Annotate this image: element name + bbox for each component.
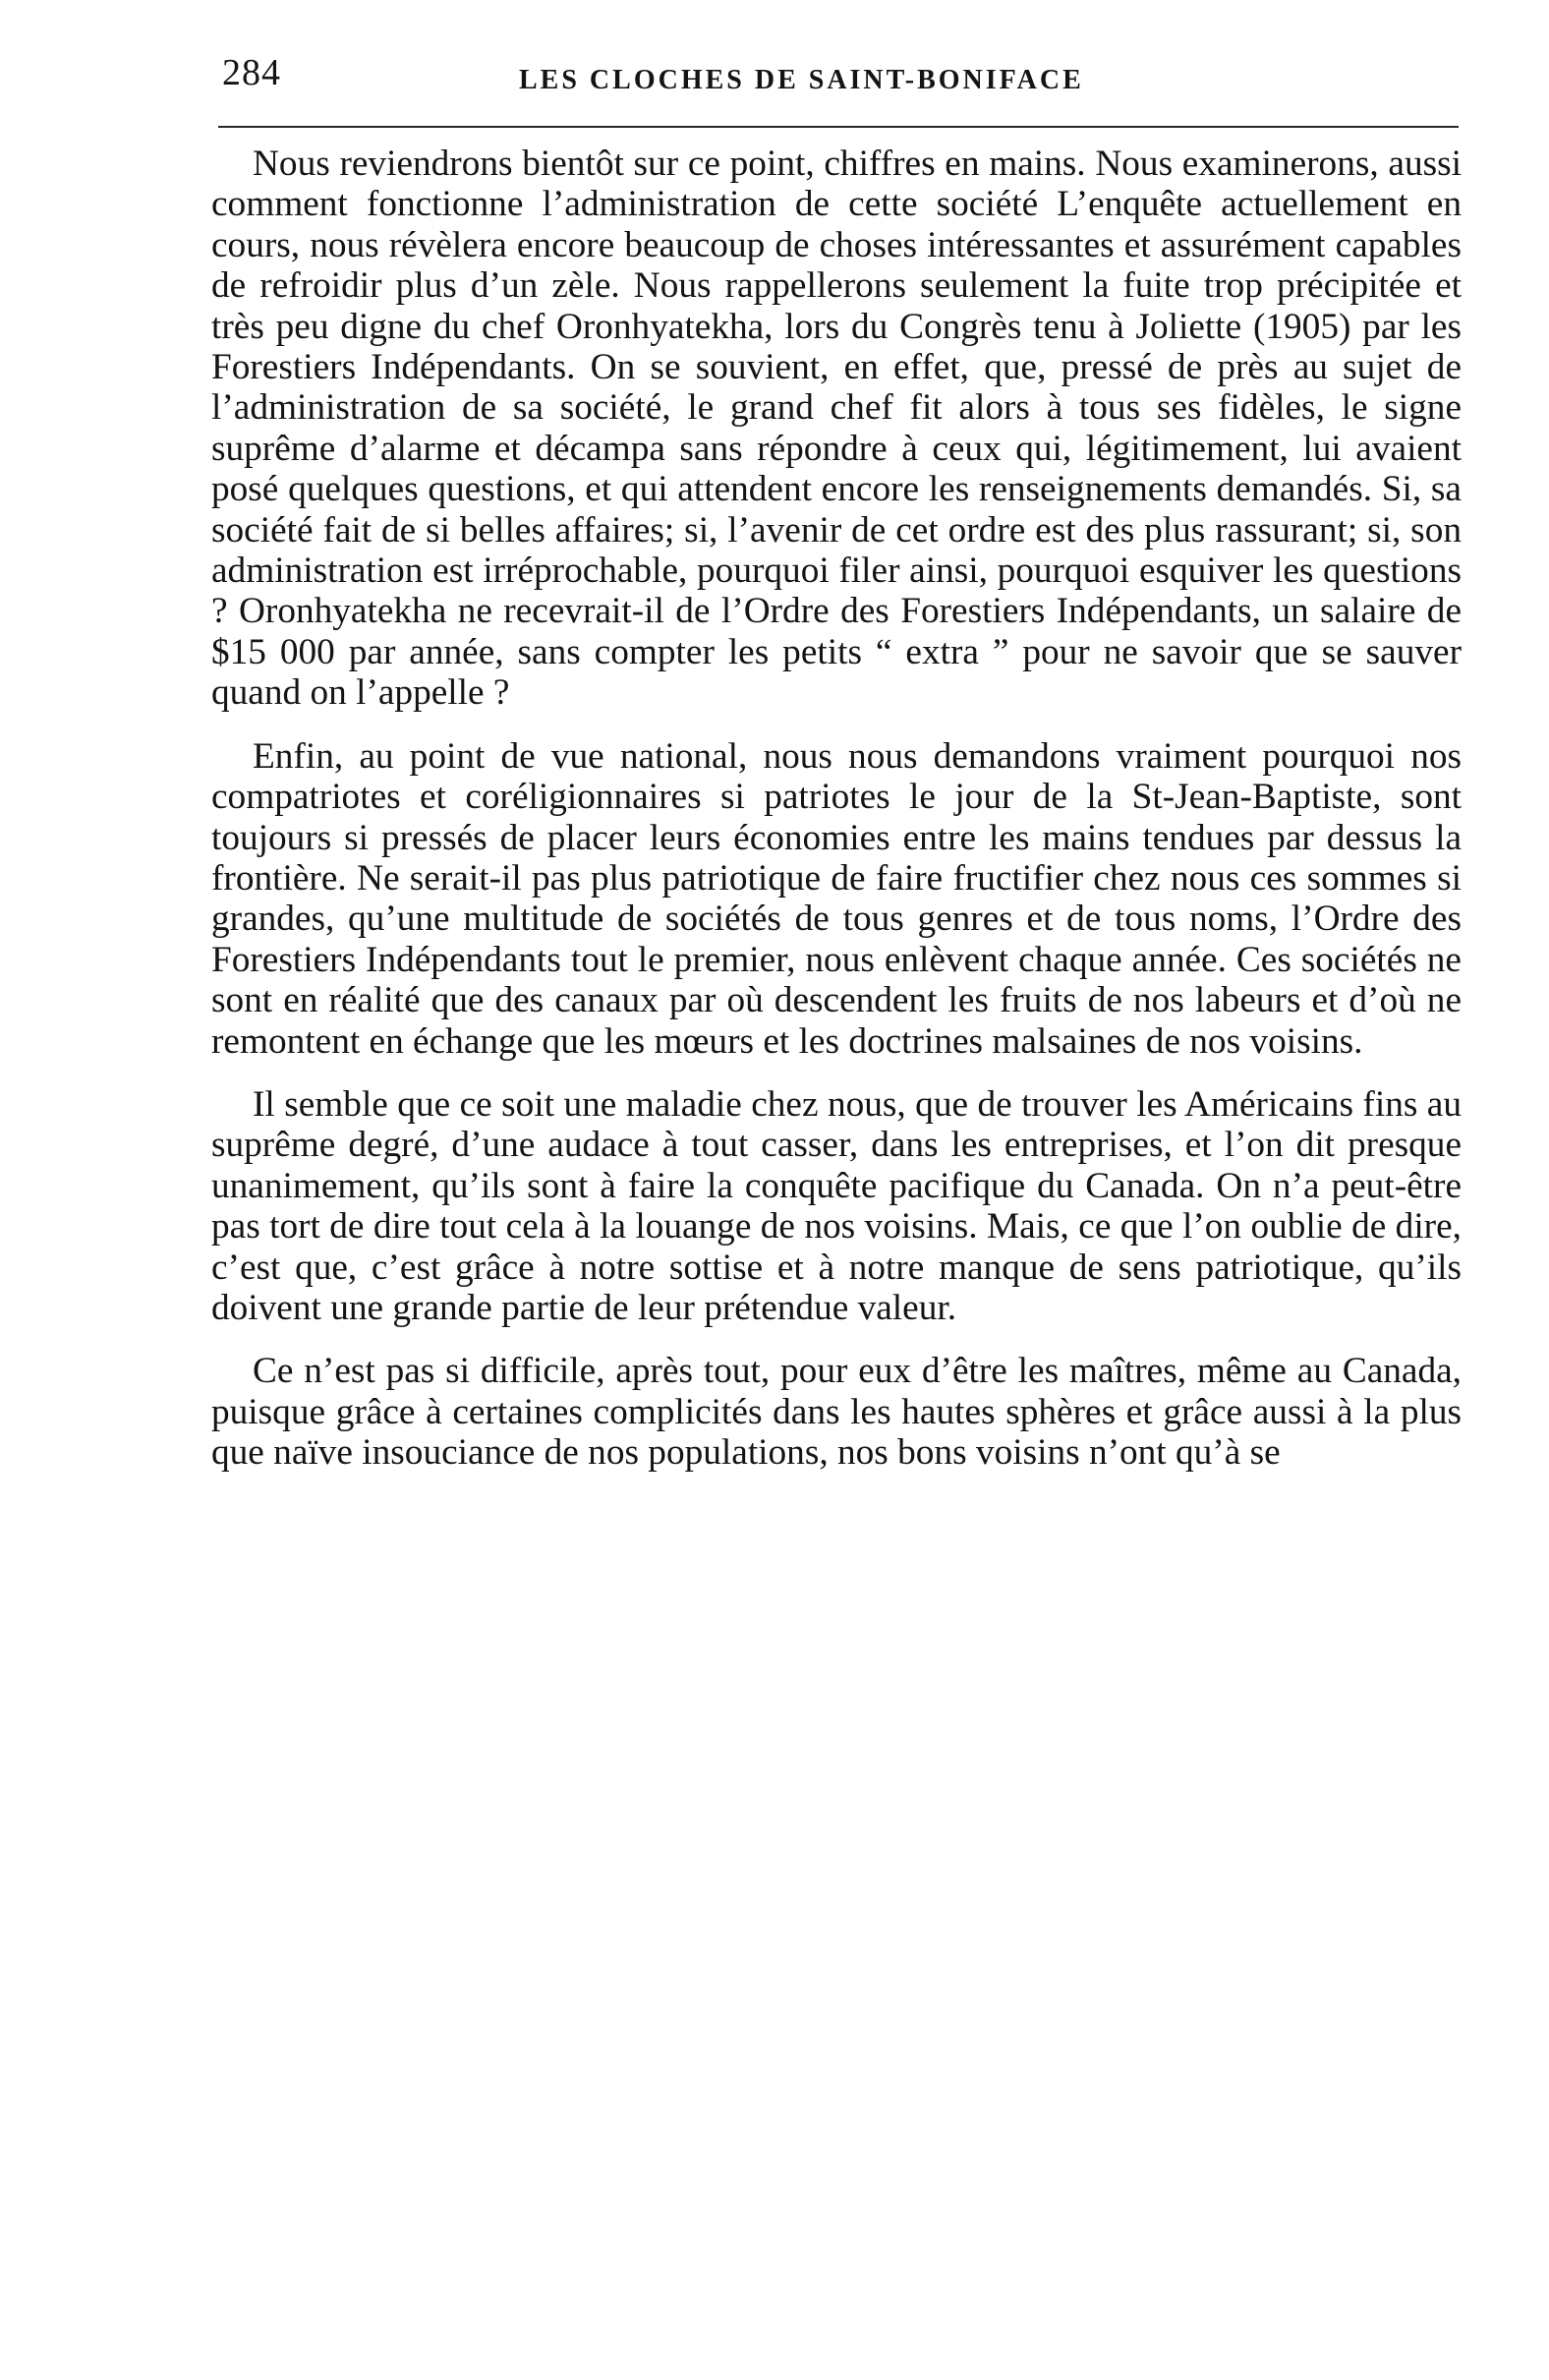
paragraph-2: Enfin, au point de vue national, nous nous demandons vraiment pourquoi nos compatriotes et coréligionnaires si patriotes le jour de la St-Jean-Baptiste, sont toujours si pressés de placer leurs économies entre les mains tendues par dessus la frontière. Ne serait-il pas plus patriotique de faire fructifier chez nous ces sommes si grandes, qu’une multitude de sociétés de tous genres et de tous noms, l’Ordre des Forestiers Indépendants tout le premier, nous enlèvent chaque année. Ces sociétés ne sont en réalité que des canaux par où descendent les fruits de nos labeurs et d’où ne remontent en échange que les mœurs et les doctrines malsaines de nos voisins. <box>211 735 1462 1062</box>
paragraph-4: Ce n’est pas si difficile, après tout, pour eux d’être les maîtres, même au Canada, puisque grâce à certaines complicités dans les hautes sphères et grâce aussi à la plus que naïve insouciance de nos populations, nos bons voisins n’ont qu’à se <box>211 1351 1462 1474</box>
paragraph-3: Il semble que ce soit une maladie chez nous, que de trouver les Américains fins au suprême degré, d’une audace à tout casser, dans les entreprises, et l’on dit presque unanimement, qu’ils sont à faire la conquête pacifique du Canada. On n’a peut-être pas tort de dire tout cela à la louange de nos voisins. Mais, ce que l’on oublie de dire, c’est que, c’est grâce à notre sottise et à notre manque de sens patriotique, qu’ils doivent une grande partie de leur prétendue valeur. <box>211 1083 1462 1328</box>
page-header <box>214 51 1461 110</box>
paragraph-1: Nous reviendrons bientôt sur ce point, chiffres en mains. Nous examinerons, aussi comment fonctionne l’administration de cette société L’enquête actuellement en cours, nous révèlera encore beaucoup de choses intéressantes et assurément capables de refroidir plus d’un zèle. Nous rappellerons seulement la fuite trop précipitée et très peu digne du chef Oronhyatekha, lors du Congrès tenu à Joliette (1905) par les Forestiers Indépendants. On se souvient, en effet, que, pressé de près au sujet de l’administration de sa société, le grand chef fit alors à tous ses fidèles, le signe suprême d’alarme et décampa sans répondre à ceux qui, légitimement, lui avaient posé quelques questions, et qui attendent encore les renseignements demandés. Si, sa société fait de si belles affaires; si, l’avenir de cet ordre est des plus rassurant; si, son administration est irréprochable, pourquoi filer ainsi, pourquoi esquiver les questions ? Oronhyatekha ne recevrait-il de l’Ordre des Forestiers Indépendants, un salaire de $15 000 par année, sans compter les petits “ extra ” pour ne savoir que se sauver quand on l’appelle ? <box>211 144 1462 714</box>
page-number: 284 <box>222 52 281 93</box>
running-title: LES CLOCHES DE SAINT-BONIFACE <box>519 65 1084 95</box>
body-text <box>211 144 1462 1474</box>
header-rule <box>218 126 1459 128</box>
